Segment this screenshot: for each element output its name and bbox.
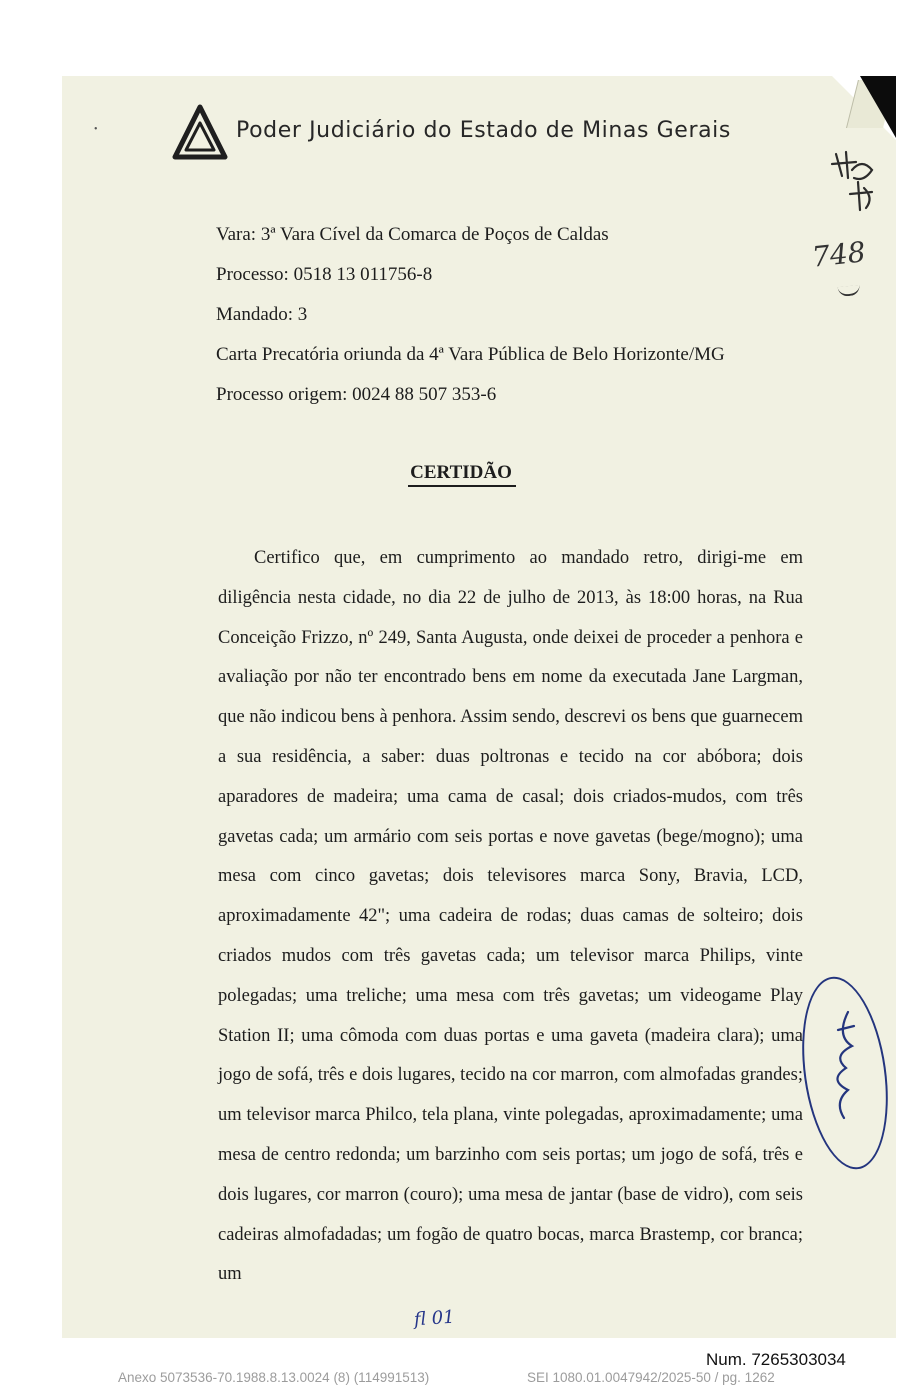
page-number-stamp: 748: [810, 235, 868, 274]
court-branch-line: Vara: 3ª Vara Cível da Comarca de Poços de Caldas: [216, 224, 609, 245]
case-metadata: [216, 220, 816, 420]
margin-mark: •: [94, 124, 98, 135]
document-title: [0, 462, 924, 487]
certificate-body: Certifico que, em cumprimento ao mandado retro, dirigi-me em diligência nesta cidade, no dia 22 de julho de 2013, às 18:00 horas, na Rua Conceição Frizzo, nº 249, Santa Augusta, onde deixei de proceder a penhora e avaliação por não ter encontrado bens em nome da executada Jane Largman, que não indicou bens à penhora. Assim sendo, descrevi os bens que guarnecem a sua residência, a saber: duas poltronas e tecido na cor abóbora; dois aparadores de madeira; uma cama de casal; dois criados-mudos, com três gavetas cada; um armário com seis portas e nove gavetas (bege/mogno); uma mesa com cinco gavetas; dois televisores marca Sony, Bravia, LCD, aproximadamente 42"; uma cadeira de rodas; duas camas de solteiro; dois criados mudos com três gavetas cada; um televisor marca Philips, vinte polegadas; uma treliche; uma mesa com três gavetas; um videogame Play Station II; uma cômoda com duas portas e uma gaveta (madeira clara); uma jogo de sofá, três e dois lugares, tecido na cor marron, com almofadas grandes; um televisor marca Philco, tela plana, vinte polegadas, aproximadamente; uma mesa de centro redonda; um barzinho com seis portas; um jogo de sofá, três e dois lugares, cor marron (couro); uma mesa de jantar (base de vidro), com seis cadeiras almofadadas; um fogão de quatro bocas, marca Brastemp, cor branca; um: [218, 548, 803, 1285]
letter-rogatory-line: Carta Precatória oriunda da 4ª Vara Pública de Belo Horizonte/MG: [216, 344, 725, 365]
sei-reference: SEI 1080.01.0047942/2025-50 / pg. 1262: [527, 1370, 775, 1385]
document-title-text: CERTIDÃO: [408, 462, 516, 487]
warrant-line: Mandado: 3: [216, 304, 308, 325]
court-header-title: Poder Judiciário do Estado de Minas Gerais: [236, 118, 731, 143]
handwritten-signature: [818, 1006, 866, 1126]
handwritten-sheet-note: fl 01: [413, 1306, 456, 1331]
annex-reference: Anexo 5073536-70.1988.8.13.0024 (8) (114991513): [118, 1370, 430, 1385]
origin-process-line: Processo origem: 0024 88 507 353-6: [216, 384, 497, 405]
triangle-emblem-icon: [172, 104, 228, 160]
scan-corner-mark: [860, 76, 896, 138]
document-number: Num. 7265303034: [706, 1350, 846, 1369]
handwritten-initials-stamp: [828, 148, 880, 218]
process-number-line: Processo: 0518 13 011756-8: [216, 264, 433, 285]
